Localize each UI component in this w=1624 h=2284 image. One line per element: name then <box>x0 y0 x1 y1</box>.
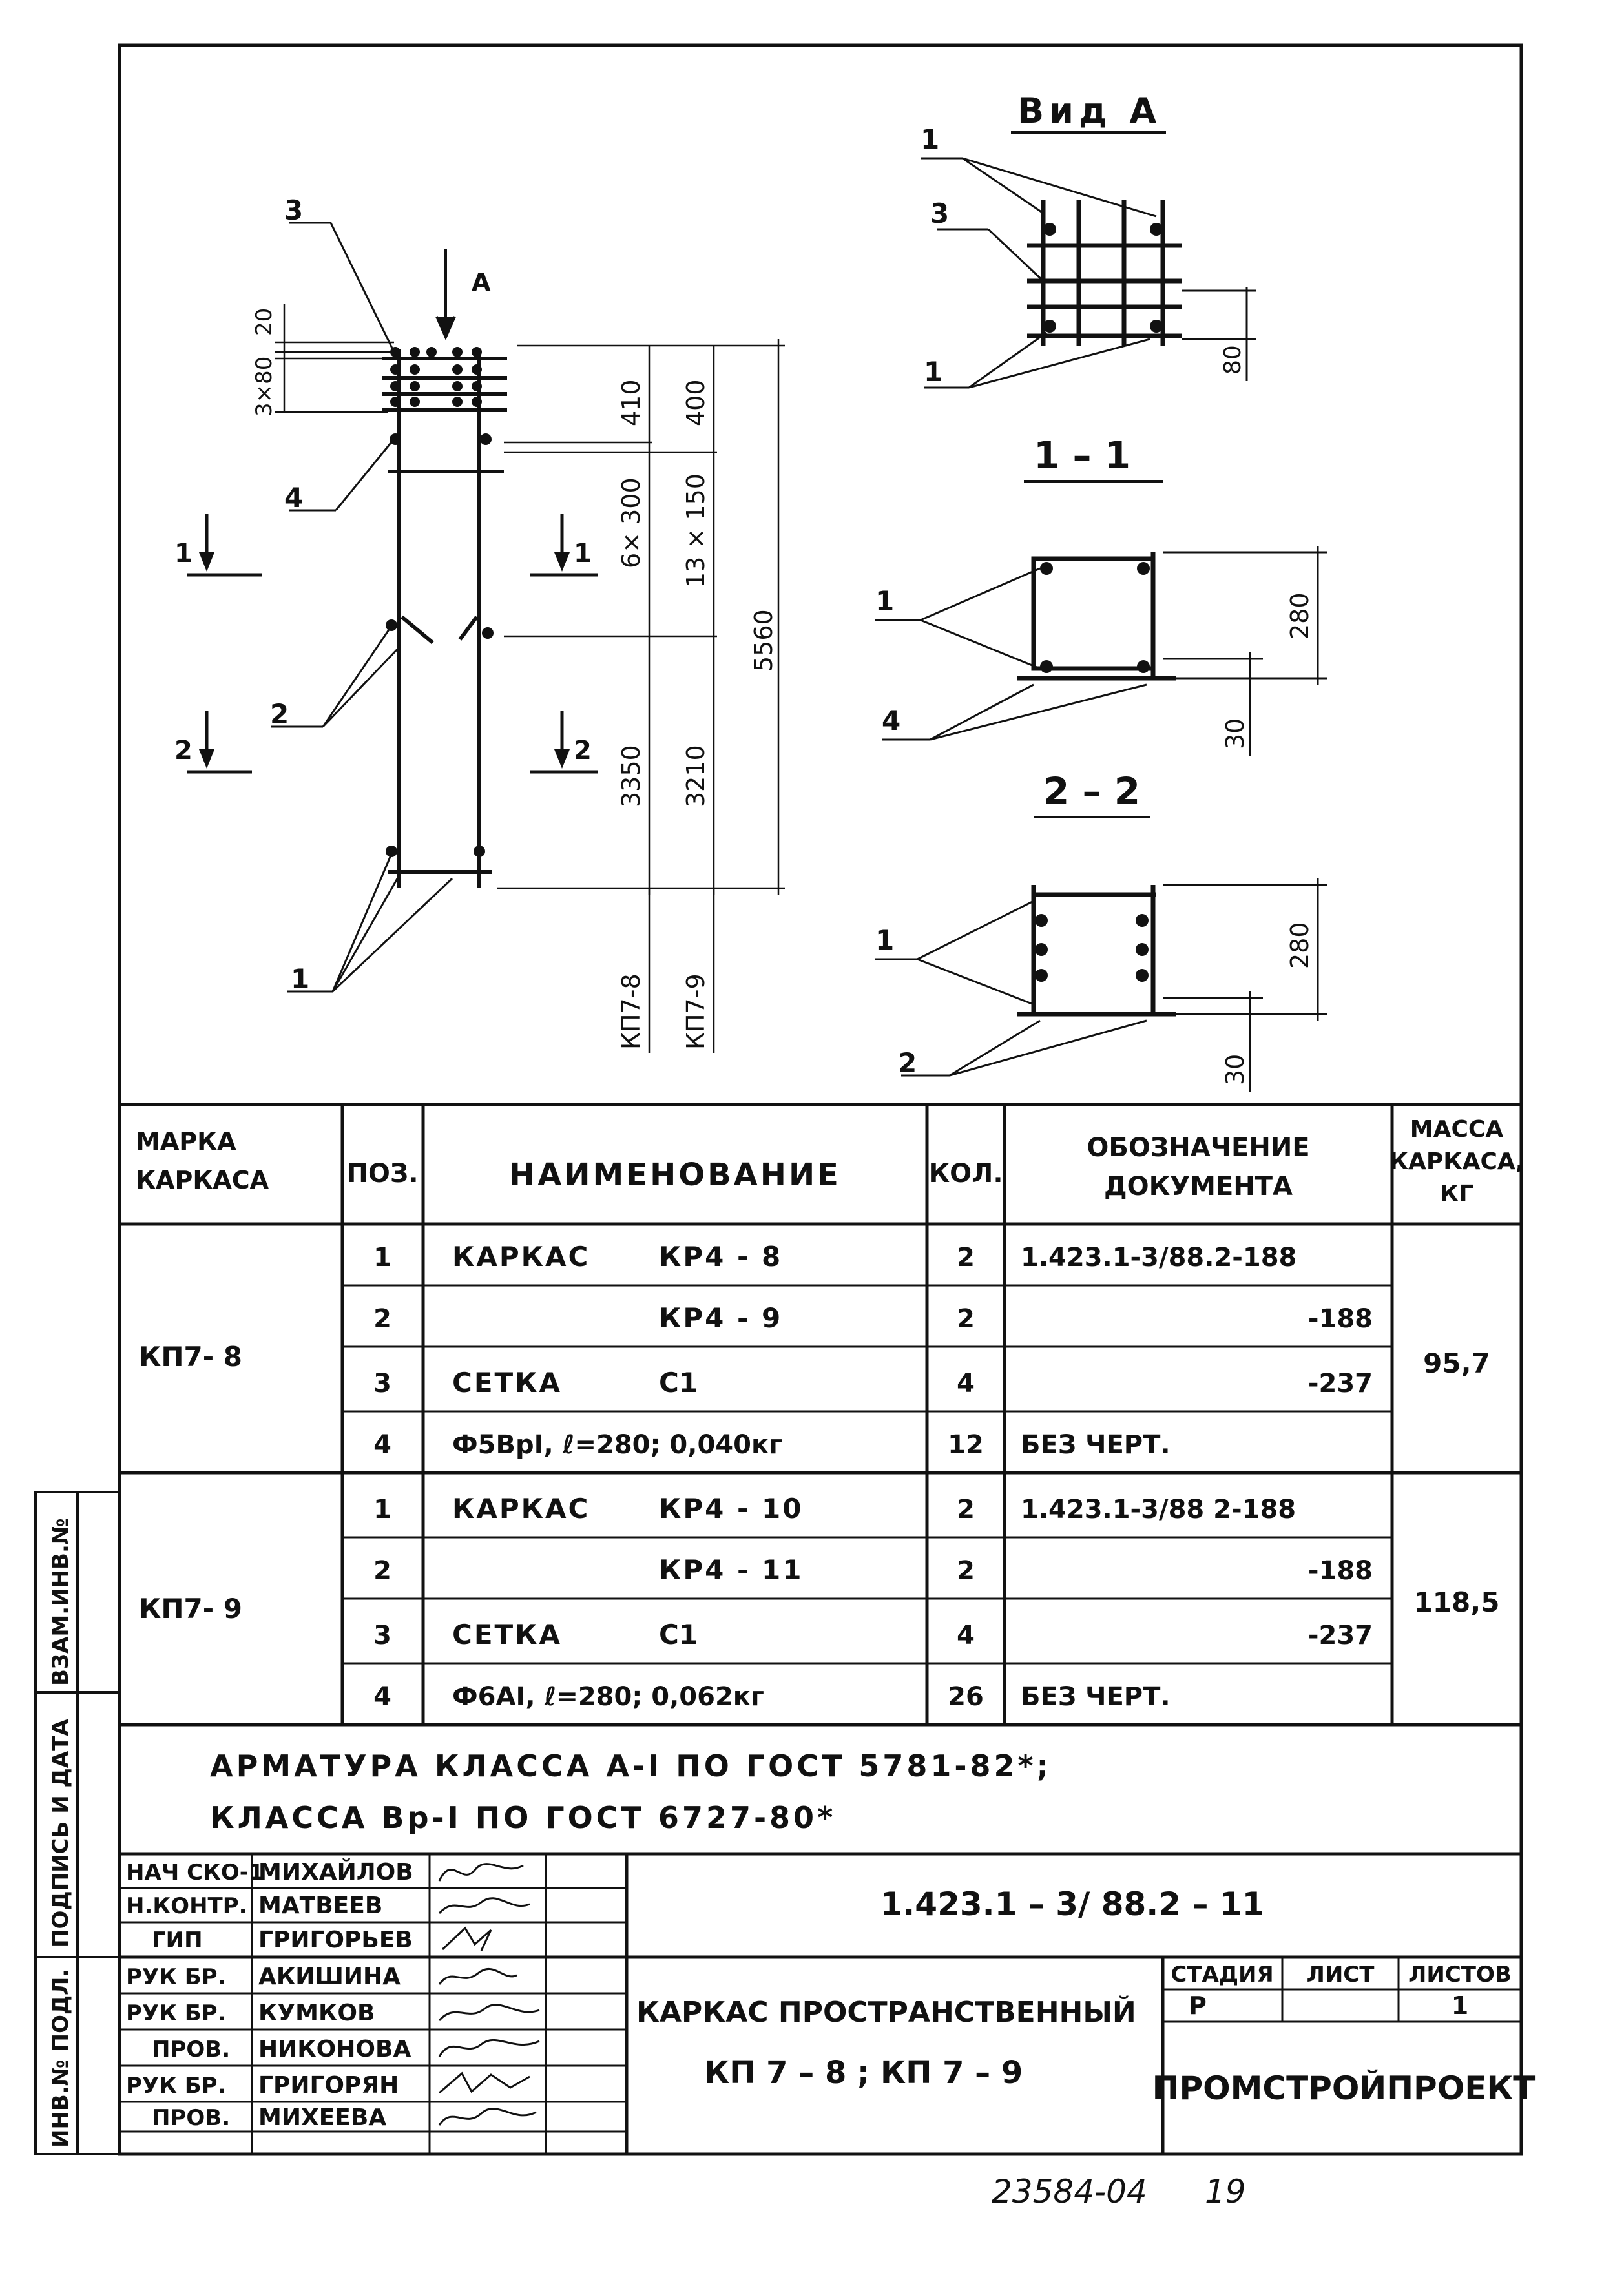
person-role: РУК БР. <box>126 2073 226 2099</box>
dim-3x80: 3×80 <box>251 356 277 417</box>
document-title-line-1: КАРКАС ПРОСТРАНСТВЕННЫЙ <box>636 1996 1136 2029</box>
dim-5560: 5560 <box>749 609 778 672</box>
row-code: КР4 - 11 <box>659 1554 804 1586</box>
person-name: КУМКОВ <box>258 2000 375 2026</box>
dim-6x300: 6× 300 <box>617 477 645 568</box>
document-designation: 1.423.1 – 3/ 88.2 – 11 <box>880 1885 1265 1923</box>
row-pos: 2 <box>373 1556 391 1586</box>
view-a-leader-3: 3 <box>930 198 950 229</box>
person-role: НАЧ СКО-1 <box>126 1860 264 1885</box>
row-code: С1 <box>659 1619 698 1650</box>
specification-table <box>120 1105 1524 1725</box>
view-a <box>921 90 1256 388</box>
side-stamp <box>36 1492 120 2154</box>
table-row <box>373 1554 1373 1586</box>
person-row <box>152 2104 536 2131</box>
row-pos: 1 <box>373 1243 391 1272</box>
footer-page-number: 19 <box>1205 2173 1246 2210</box>
company-name: ПРОМСТРОЙПРОЕКТ <box>1152 2070 1536 2107</box>
stage-value: Р <box>1189 1991 1207 2020</box>
view-arrow-label: А <box>472 268 491 296</box>
table-row <box>373 1367 1373 1398</box>
row-name: КАРКАС <box>452 1241 590 1272</box>
row-doc: -237 <box>1307 1621 1373 1650</box>
row-name: СЕТКА <box>452 1619 562 1650</box>
section-1-leader-4: 4 <box>882 705 901 736</box>
sheet-label: ЛИСТ <box>1306 1962 1375 1988</box>
notes <box>210 1749 1052 1835</box>
person-role: РУК БР. <box>126 1964 226 1990</box>
row-code: КР4 - 10 <box>659 1493 804 1524</box>
table-row <box>373 1302 1373 1334</box>
person-row <box>126 2072 530 2099</box>
section-1-leader-1: 1 <box>875 585 895 617</box>
row-doc: -188 <box>1307 1556 1373 1586</box>
person-name: МИХАЙЛОВ <box>258 1859 413 1885</box>
signature-mark <box>439 1969 517 1984</box>
section-2-2-title: 2 – 2 <box>1043 769 1141 813</box>
group-mark-kp7-8: КП7- 8 <box>139 1341 242 1373</box>
signature-mark <box>439 2109 536 2125</box>
row-qty: 2 <box>957 1495 975 1524</box>
row-doc: БЕЗ ЧЕРТ. <box>1021 1682 1171 1712</box>
row-doc: 1.423.1-3/88 2-188 <box>1021 1495 1296 1524</box>
dim-3210: 3210 <box>682 745 710 807</box>
sheet-frame <box>120 45 1521 2154</box>
row-name: СЕТКА <box>452 1367 562 1398</box>
dim-13x150: 13 × 150 <box>682 473 710 588</box>
row-code: КР4 - 9 <box>659 1302 783 1334</box>
cut-1-left: 1 <box>174 539 193 568</box>
signature-mark <box>439 2005 539 2020</box>
cut-2-right: 2 <box>574 736 592 765</box>
dim-410: 410 <box>617 379 645 426</box>
side-label-replace-inv: ВЗАМ.ИНВ.№ <box>48 1518 74 1686</box>
person-name: МАТВЕЕВ <box>258 1893 383 1919</box>
table-row <box>373 1241 1296 1272</box>
person-role: РУК БР. <box>126 2000 226 2026</box>
person-row <box>126 1858 523 1885</box>
note-line-1: АРМАТУРА КЛАССА А-I ПО ГОСТ 5781-82*; <box>210 1749 1052 1783</box>
row-doc: -188 <box>1307 1304 1373 1334</box>
header-mass-3: КГ <box>1439 1181 1474 1207</box>
leader-label-2: 2 <box>270 698 289 730</box>
signature-mark <box>439 2073 530 2093</box>
header-name: НАИМЕНОВАНИЕ <box>509 1157 841 1193</box>
row-qty: 4 <box>957 1369 975 1398</box>
row-code: С1 <box>659 1367 698 1398</box>
row-name: Ф5ВрI, ℓ=280; 0,040кг <box>452 1430 782 1460</box>
footer-inventory-number: 23584-04 <box>992 2173 1147 2210</box>
stage-label: СТАДИЯ <box>1171 1962 1274 1988</box>
dim-20: 20 <box>251 307 277 336</box>
table-row <box>373 1493 1296 1524</box>
header-pos: ПОЗ. <box>346 1159 419 1189</box>
section-2-dim-30: 30 <box>1221 1054 1249 1085</box>
title-block <box>120 1854 1535 2154</box>
group-mass-kp7-8: 95,7 <box>1423 1347 1490 1379</box>
dim-3350: 3350 <box>617 745 645 807</box>
group-mass-kp7-9: 118,5 <box>1413 1586 1500 1618</box>
row-code: КР4 - 8 <box>659 1241 783 1272</box>
row-pos: 3 <box>373 1369 391 1398</box>
group-mark-kp7-9: КП7- 9 <box>139 1593 242 1625</box>
note-line-2: КЛАССА Вр-I ПО ГОСТ 6727-80* <box>210 1800 837 1835</box>
person-name: АКИШИНА <box>258 1964 401 1990</box>
cut-1-right: 1 <box>574 539 592 568</box>
person-row <box>126 1893 530 1919</box>
row-pos: 1 <box>373 1495 391 1524</box>
table-row <box>373 1619 1373 1650</box>
row-qty: 12 <box>948 1430 984 1460</box>
document-title-line-2: КП 7 – 8 ; КП 7 – 9 <box>704 2055 1023 2091</box>
footer <box>992 2173 1246 2210</box>
person-role: Н.КОНТР. <box>126 1893 247 1919</box>
section-1-1-title: 1 – 1 <box>1034 433 1131 477</box>
person-role: ПРОВ. <box>152 2105 231 2131</box>
side-label-original-inv: ИНВ.№ ПОДЛ. <box>48 1968 74 2148</box>
row-doc: -237 <box>1307 1369 1373 1398</box>
elevation-view <box>174 194 785 1053</box>
person-name: ГРИГОРЬЕВ <box>258 1927 413 1953</box>
row-qty: 2 <box>957 1243 975 1272</box>
leader-label-1: 1 <box>291 963 310 995</box>
header-doc: ОБОЗНАЧЕНИЕ <box>1087 1133 1310 1163</box>
person-row <box>126 2000 539 2026</box>
section-1-dim-280: 280 <box>1286 592 1314 639</box>
col-label-kp7-9: КП7-9 <box>682 973 710 1050</box>
header-mark-2: КАРКАСА <box>136 1166 269 1194</box>
section-2-2 <box>875 769 1327 1092</box>
section-2-dim-280: 280 <box>1286 922 1314 969</box>
row-name: КАРКАС <box>452 1493 590 1524</box>
section-2-leader-2: 2 <box>898 1047 917 1079</box>
person-role: ГИП <box>152 1927 203 1953</box>
section-2-leader-1: 1 <box>875 924 895 956</box>
row-doc: БЕЗ ЧЕРТ. <box>1021 1430 1171 1460</box>
header-qty: КОЛ. <box>928 1159 1003 1189</box>
row-doc: 1.423.1-3/88.2-188 <box>1021 1243 1297 1272</box>
person-name: МИХЕЕВА <box>258 2104 387 2131</box>
side-label-signature-date: ПОДПИСЬ И ДАТА <box>48 1719 74 1947</box>
signature-mark <box>439 2040 539 2057</box>
person-name: НИКОНОВА <box>258 2036 411 2062</box>
person-row <box>152 1927 491 1953</box>
row-qty: 2 <box>957 1556 975 1586</box>
sheets-label: ЛИСТОВ <box>1408 1962 1512 1988</box>
signature-mark <box>439 1898 530 1913</box>
table-row <box>373 1682 1171 1712</box>
leader-label-4: 4 <box>284 482 304 514</box>
dim-400: 400 <box>682 379 710 426</box>
col-label-kp7-8: КП7-8 <box>617 973 645 1050</box>
section-1-dim-30: 30 <box>1221 718 1249 749</box>
view-a-title: Вид А <box>1017 90 1162 131</box>
row-pos: 4 <box>373 1682 391 1712</box>
signature-mark <box>439 1864 523 1881</box>
header-mass-2: КАРКАСА, <box>1389 1148 1525 1175</box>
row-pos: 3 <box>373 1621 391 1650</box>
view-a-leader-1-bottom: 1 <box>924 356 943 388</box>
row-pos: 4 <box>373 1430 391 1460</box>
header-mass: МАССА <box>1410 1116 1504 1143</box>
view-a-dim-80: 80 <box>1220 345 1246 375</box>
cut-2-left: 2 <box>174 736 193 765</box>
view-arrow-a <box>437 249 455 337</box>
view-a-leader-1-top: 1 <box>921 123 940 155</box>
person-name: ГРИГОРЯН <box>258 2072 399 2099</box>
row-qty: 4 <box>957 1621 975 1650</box>
row-name: Ф6АI, ℓ=280; 0,062кг <box>452 1682 764 1712</box>
person-row <box>152 2036 539 2062</box>
leader-label-3: 3 <box>284 194 304 226</box>
row-qty: 2 <box>957 1304 975 1334</box>
header-doc-2: ДОКУМЕНТА <box>1103 1172 1293 1201</box>
row-qty: 26 <box>948 1682 984 1712</box>
sheets-value: 1 <box>1451 1991 1469 2020</box>
table-row <box>373 1430 1171 1460</box>
row-pos: 2 <box>373 1304 391 1334</box>
person-role: ПРОВ. <box>152 2037 231 2062</box>
signature-mark <box>442 1928 491 1951</box>
header-mark: МАРКА <box>136 1127 236 1156</box>
section-1-1 <box>875 433 1327 756</box>
person-row <box>126 1964 517 1990</box>
